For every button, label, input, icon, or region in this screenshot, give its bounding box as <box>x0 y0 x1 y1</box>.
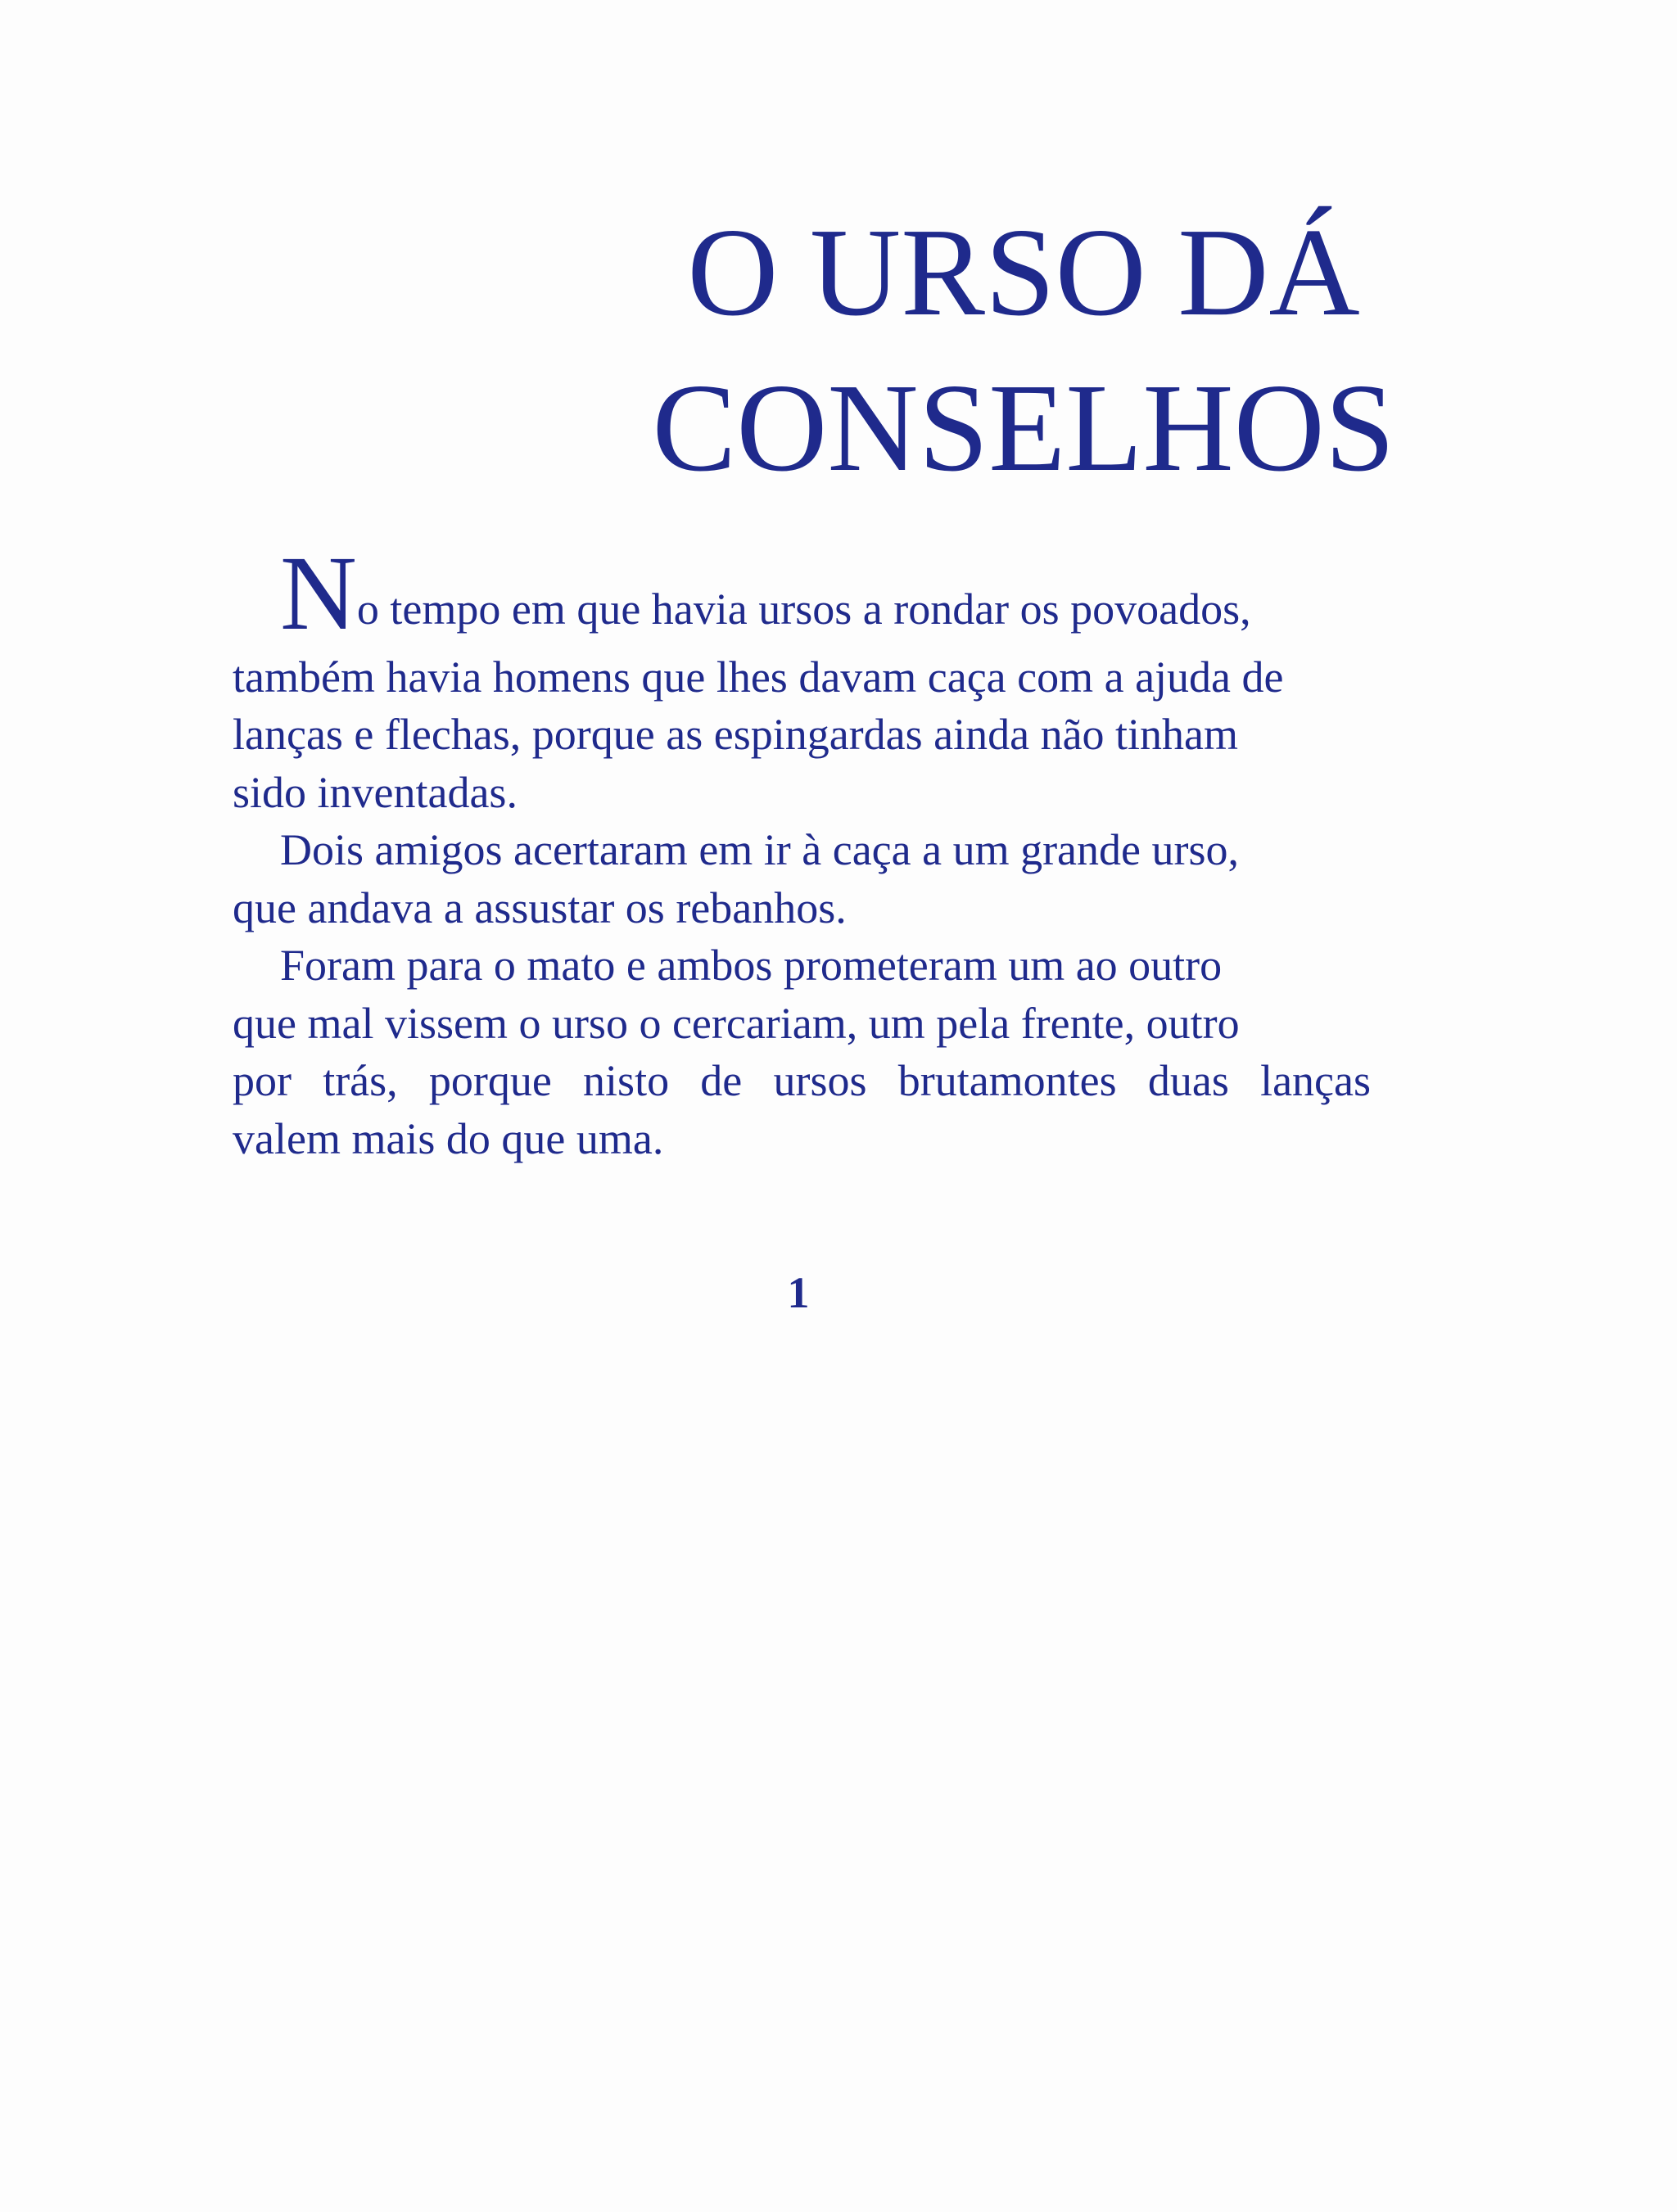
story-line <box>233 535 1371 652</box>
drop-cap: N <box>280 535 357 652</box>
story-line: também havia homens que lhes davam caça com a ajuda de <box>233 652 1284 702</box>
story-line: que andava a assustar os rebanhos. <box>233 883 847 932</box>
story-line: lanças e flechas, porque as espingardas ainda não tinham <box>233 710 1239 759</box>
story-line-text: o tempo em que havia ursos a rondar os povoados, <box>356 585 1251 634</box>
story-line: Foram para o mato e ambos prometeram um ao outro <box>280 941 1223 990</box>
story-body <box>233 535 1371 1167</box>
story-line: sido inventadas. <box>233 767 518 817</box>
story-line: que mal vissem o urso o cercariam, um pela frente, outro <box>233 998 1240 1048</box>
story-line: valem mais do que uma. <box>233 1113 664 1163</box>
page-number: 1 <box>787 1268 810 1317</box>
story-line: Dois amigos acertaram em ir à caça a um grande urso, <box>280 825 1239 874</box>
title-line-2: CONSELHOS <box>652 359 1395 498</box>
story-line: por trás, porque nisto de ursos brutamontes duas lanças <box>233 1056 1371 1105</box>
title-line-1: O URSO DÁ <box>687 203 1360 342</box>
page-title <box>622 195 1425 506</box>
